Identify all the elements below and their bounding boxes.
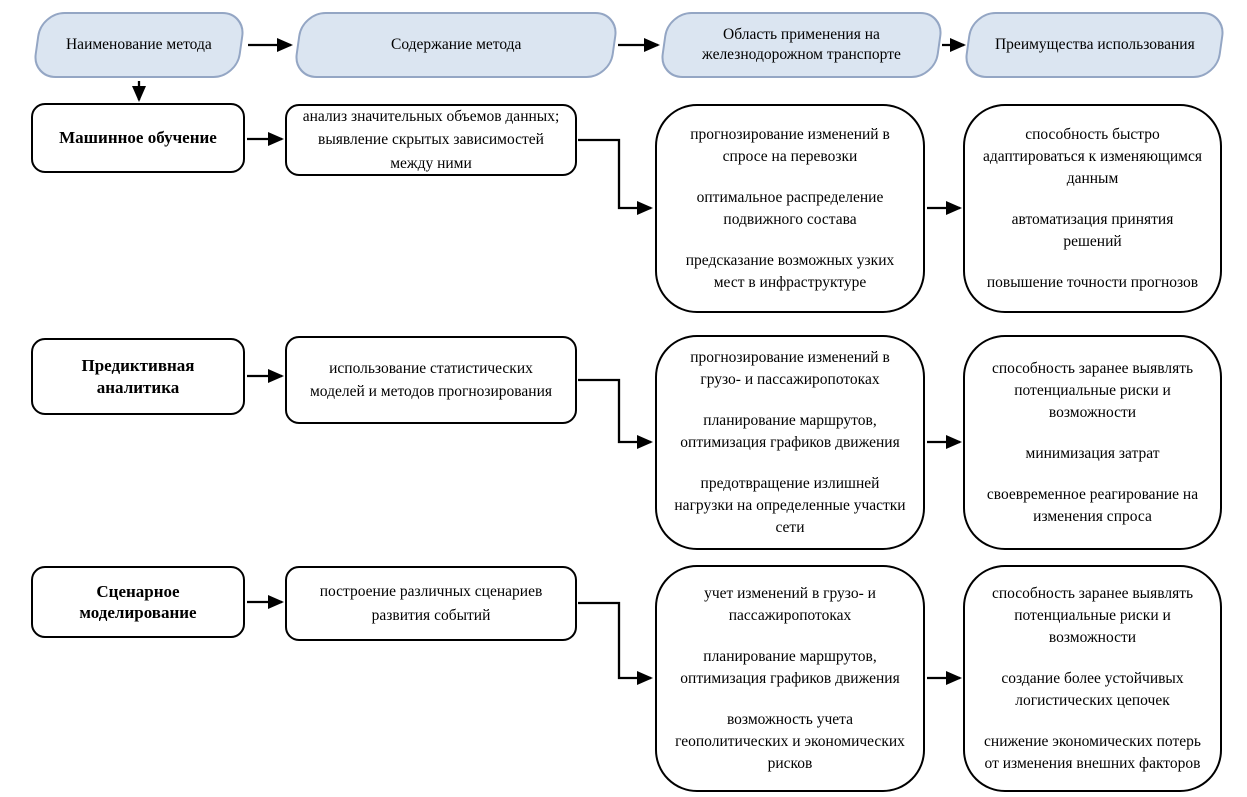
content-text: анализ значительных объемов данных; выявление скрытых зависимостей между ними <box>302 108 560 172</box>
method-box-scenario-modeling <box>31 566 245 638</box>
text-item: своевременное реагирование на изменения спроса <box>986 485 1199 525</box>
method-box-machine-learning <box>31 103 245 173</box>
text-item: учет изменений в грузо- и пассажиропотоках <box>704 584 876 624</box>
text-item: повышение точности прогнозов <box>986 273 1199 291</box>
connector-content3-applications3 <box>578 603 651 678</box>
advantages-box-predictive-analytics <box>963 335 1222 550</box>
content-text: построение различных сценариев развития событий <box>319 583 543 624</box>
connector-content1-applications1 <box>578 140 651 208</box>
text-item: способность заранее выявлять потенциальные риски и возможности <box>991 584 1194 646</box>
text-item: предотвращение излишней нагрузки на определенные участки сети <box>674 474 906 536</box>
header-label: Содержание метода <box>390 35 522 53</box>
text-item: автоматизация принятия решений <box>1011 210 1174 250</box>
text-item: планирование маршрутов, оптимизация графиков движения <box>680 411 900 451</box>
text-item: оптимальное распределение подвижного состава <box>696 188 884 228</box>
content-box-predictive-analytics <box>285 336 577 424</box>
text-item: планирование маршрутов, оптимизация графиков движения <box>680 647 900 687</box>
header-label: Преимущества использования <box>994 35 1195 53</box>
text-item: создание более устойчивых логистических цепочек <box>1001 669 1184 709</box>
connector-content2-applications2 <box>578 380 651 442</box>
advantages-list <box>981 124 1204 294</box>
text-item: минимизация затрат <box>1025 444 1160 462</box>
applications-box-machine-learning <box>655 104 925 313</box>
method-name: Машинное обучение <box>59 128 217 148</box>
content-box-machine-learning <box>285 104 577 176</box>
applications-list <box>673 347 907 539</box>
content-text: использование статистических моделей и методов прогнозирования <box>309 359 553 400</box>
applications-box-predictive-analytics <box>655 335 925 550</box>
header-label: Область применения на железнодорожном транспорте <box>702 25 901 63</box>
text-item: способность быстро адаптироваться к изменяющимся данным <box>983 125 1202 187</box>
advantages-box-machine-learning <box>963 104 1222 313</box>
text-item: прогнозирование изменений в грузо- и пассажиропотоках <box>690 348 890 388</box>
text-item: снижение экономических потерь от изменения внешних факторов <box>984 732 1201 772</box>
header-application-area <box>658 12 944 78</box>
applications-list <box>673 583 907 775</box>
header-method-name <box>31 12 246 78</box>
content-box-scenario-modeling <box>285 566 577 641</box>
header-label: Наименование метода <box>66 35 212 53</box>
text-item: возможность учета геополитических и экономических рисков <box>675 710 905 772</box>
text-item: прогнозирование изменений в спросе на перевозки <box>690 125 890 165</box>
method-name: Предиктивная аналитика <box>81 356 195 397</box>
header-method-content <box>292 12 619 78</box>
method-name: Сценарное моделирование <box>79 581 197 622</box>
advantages-list <box>981 583 1204 775</box>
text-item: способность заранее выявлять потенциальные риски и возможности <box>991 359 1194 421</box>
text-item: предсказание возможных узких мест в инфраструктуре <box>685 251 895 291</box>
advantages-box-scenario-modeling <box>963 565 1222 792</box>
header-advantages <box>962 12 1226 78</box>
advantages-list <box>981 358 1204 528</box>
method-box-predictive-analytics <box>31 338 245 415</box>
applications-list <box>673 124 907 294</box>
applications-box-scenario-modeling <box>655 565 925 792</box>
